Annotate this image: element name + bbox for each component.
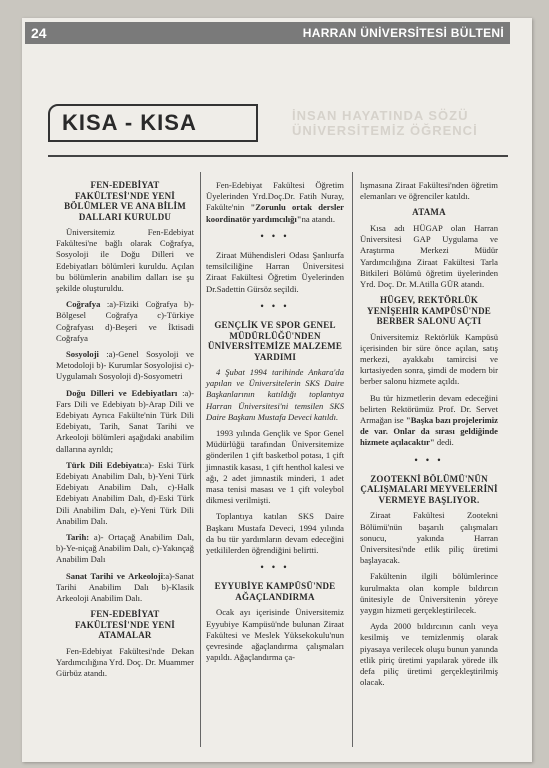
paragraph-text: Fen-Edebiyat Fakültesi Öğretim Üyelerinden Yrd.Doç.Dr. Fatih Nuray, Fakülte'nin (206, 180, 344, 213)
paragraph (56, 299, 194, 344)
article-heading: FEN-EDEBİYAT FAKÜLTESİ'NDE YENİ ATAMALAR (74, 609, 176, 641)
lead-term: Sosyoloji (66, 349, 99, 360)
paragraph: Ayda 2000 bıldırcının canlı veya kesilmiş ve temizlenmiş olarak piyasaya verilecek oluşu bunun yanında etlik piriç üretimi yapılarak yörede ilk defa piliç üretimi gerçekleştirilmiş olacak. (360, 621, 498, 688)
lead-term: Coğrafya (66, 299, 101, 310)
separator-dots: • • • (260, 230, 290, 241)
paragraph (56, 571, 194, 605)
column-divider-2 (352, 172, 353, 747)
bold-quote: "Başka bazı projelerimiz de var. Onlar da sırası geldiğinde hizmete açılacaktır" (360, 415, 498, 448)
lead-term: Doğu Dilleri ve Edebiyatları (66, 387, 178, 398)
bold-quote: "Zorunlu ortak dersler koordinatör yardımcılığı" (206, 202, 344, 224)
article-heading: ZOOTEKNİ BÖLÜMÜ'NÜN ÇALIŞMALARI MEYVELERİNİ VERMEYE BAŞLIYOR. (360, 473, 498, 505)
bleed-through-text: İNSAN HAYATINDA SÖZÜ ÜNİVERSİTEMİZ ÖĞRENCİ (292, 108, 478, 138)
article-heading: ATAMA (412, 207, 446, 218)
paragraph: Toplantıya katılan SKS Daire Başkanı Mustafa Deveci, 1994 yılında da bu tür yardımların devam edeceğini yetkililerden öğrendiğini belirtti. (206, 511, 344, 556)
paragraph-text: Bu tür hizmetlerin devam edeceğini belirten Rektörümüz Prof. Dr. Servet Armağan ise (360, 392, 498, 426)
paragraph-text: :a)-Genel Sosyoloji ve Metodoloji b)- Kurumlar Sosyolojisi c)-Uygulamalı Sosyoloji d)-Sosyometri (56, 349, 194, 382)
paragraph (56, 460, 194, 527)
paragraph-text: :a)-Fiziki Coğrafya b)- Bölgesel Coğrafya c)-Türkiye Coğrafyası d)-Beşeri ve İktisadi Coğrafya (56, 299, 194, 343)
article-heading: FEN-EDEBİYAT FAKÜLTESİ'NDE YENİ BÖLÜMLER VE ANA BİLİM DALLARI KURULDU (64, 180, 186, 222)
paragraph: 1993 yılında Gençlik ve Spor Genel Müdürlüğü tarafından Üniversitemize gönderilen 1 çift basketbol potası, 1 çift jimnastik kasası, 1 çift henthol kalesi ve ağı, 2 adet jimnastik minderi, 1 adet masa tenisi masası ve 1 çift voleybol dikmesi verilmişti. (206, 428, 344, 506)
section-divider (48, 155, 508, 157)
bulletin-title: HARRAN ÜNİVERSİTESİ BÜLTENİ (302, 26, 504, 40)
paragraph-text: :a)-Fars Dili ve Edebiyatı b)-Arap Dili ve Edebiyatı Ayrıca Fakülte'nin Türk Dili Edebiyatı, Tarih, Sanat Tarihi ve Arkeoloji bölümleri aşağıdaki anabilim dallarına ayrıldı; (56, 387, 194, 454)
paragraph: Kısa adı HÜGAP olan Harran Üniversitesi GAP Uygulama ve Araştırma Merkezi Müdür Yardımcılığına Ziraat Fakültesi Tarla Bitkileri Bölümü öğretim üyelerinden Yrd. Doç. Dr. M.Atilla GÜR atandı. (360, 222, 498, 289)
paragraph-text: :a)-Sanat Tarihi Anabilim Dalı b)-Klasik Arkeoloji Anabilim Dalı. (56, 570, 194, 604)
separator-dots: • • • (414, 454, 444, 465)
column-3 (360, 180, 498, 693)
paragraph-text: dedi. (434, 437, 454, 448)
article-heading: GENÇLİK VE SPOR GENEL MÜDÜRLÜĞÜ'NDEN ÜNİVERSİTEMİZE MALZEME YARDIMI (207, 320, 343, 362)
paragraph: Fakültenin ilgili bölümlerince kurulmakta olan komple bıldırcın ünitesiyle de Üniversitenin yöreye yaygın hizmeti gerçekleştirilecek. (360, 571, 498, 615)
paragraph: Ocak ayı içerisinde Üniversitemiz Eyyubiye Kampüsü'nde bulunan Ziraat Fakültesi ve Meslek Yüksekokulu'nun çevresinde ağaçlandırma çalışmaları yapıldı. Ağaçlandırma ça- (206, 607, 344, 663)
paragraph (206, 180, 344, 225)
lead-term: Sanat Tarihi ve Arkeoloji (66, 570, 163, 581)
page-number: 24 (31, 25, 47, 41)
paragraph-text: na atandı. (301, 213, 335, 224)
lead-term: Türk Dili Edebiyatı (66, 459, 143, 470)
paragraph (56, 349, 194, 383)
paragraph: Fen-Edebiyat Fakültesi'nde Dekan Yardımcılığına Yrd. Doç. Dr. Muammer Gürbüz atandı. (56, 645, 194, 679)
section-title: KISA - KISA (62, 110, 197, 135)
separator-dots: • • • (260, 300, 290, 311)
article-heading: HÜGEV, REKTÖRLÜK YENİŞEHİR KAMPÜSÜ'NDE BERBER SALONU AÇTI (367, 295, 491, 327)
section-title-box (48, 104, 258, 142)
column-divider-1 (200, 172, 201, 747)
page-header (25, 22, 510, 44)
paragraph: Ziraat Mühendisleri Odası Şanlıurfa temsilciliğine Harran Üniversitesi Ziraat Fakültesi Öğretim Üyelerinden Dr.Sadettin Gürsöz seçildi. (206, 250, 344, 294)
separator-dots: • • • (260, 562, 290, 573)
paragraph (56, 532, 194, 566)
paragraph: Üniversitemiz Rektörlük Kampüsü içerisinden bir süre önce açılan, satış merkezi, ayakkabı tamircisi ve kırtasiyeden sonra, şimdi de modern bir berber salonu hizmete açıldı. (360, 331, 498, 387)
paragraph-text: :a)- Eski Türk Edebiyatı Anabilim Dalı, b)-Yeni Türk Edebiyatı Anabilim Dalı, c)-Halk Edebiyatı Anabilim Dalı, d)-Eski Türk Dili Anabilim Dalı, e)-Yeni Türk Dili Anabilim Dalı. (56, 459, 194, 526)
paragraph: Ziraat Fakültesi Zootekni Bölümü'nün başarılı çalışmaları sonucu, yakında Harran Üniversitesi'nde etlik piliç üretimi başlayacak. (360, 510, 498, 566)
article-heading: EYYUBİYE KAMPÜSÜ'NDE AĞAÇLANDIRMA (214, 581, 336, 602)
paragraph-text: a)- Ortaçağ Anabilim Dalı, b)-Ye-niçağ Anabilim Dalı, c)-Yakınçağ Anabilim Dalı (56, 532, 194, 565)
lead-term: Tarih: (66, 532, 90, 543)
column-1 (56, 176, 194, 684)
paragraph: 4 Şubat 1994 tarihinde Ankara'da yapılan ve Üniversitelerin SKS Daire Başkanlarının katıldığı toplantıya Harran Üniversitesi'ni temsilen SKS Daire Başkanı Mustafa Deveci katıldı. (206, 367, 344, 422)
paragraph: lışmasına Ziraat Fakültesi'nden öğretim elemanları ve öğrenciler katıldı. (360, 180, 498, 202)
paragraph: Üniversitemiz Fen-Edebiyat Fakültesi'ne bağlı olarak Coğrafya, Sosyoloji ile Doğu Dilleri ve Edebiyatları bölümleri kuruldu. Açılan bu bölümlerin anabilim dalları ise şu şekilde oluşturuldu. (56, 227, 194, 294)
paragraph (360, 393, 498, 449)
paragraph (56, 388, 194, 455)
column-2 (206, 180, 344, 669)
